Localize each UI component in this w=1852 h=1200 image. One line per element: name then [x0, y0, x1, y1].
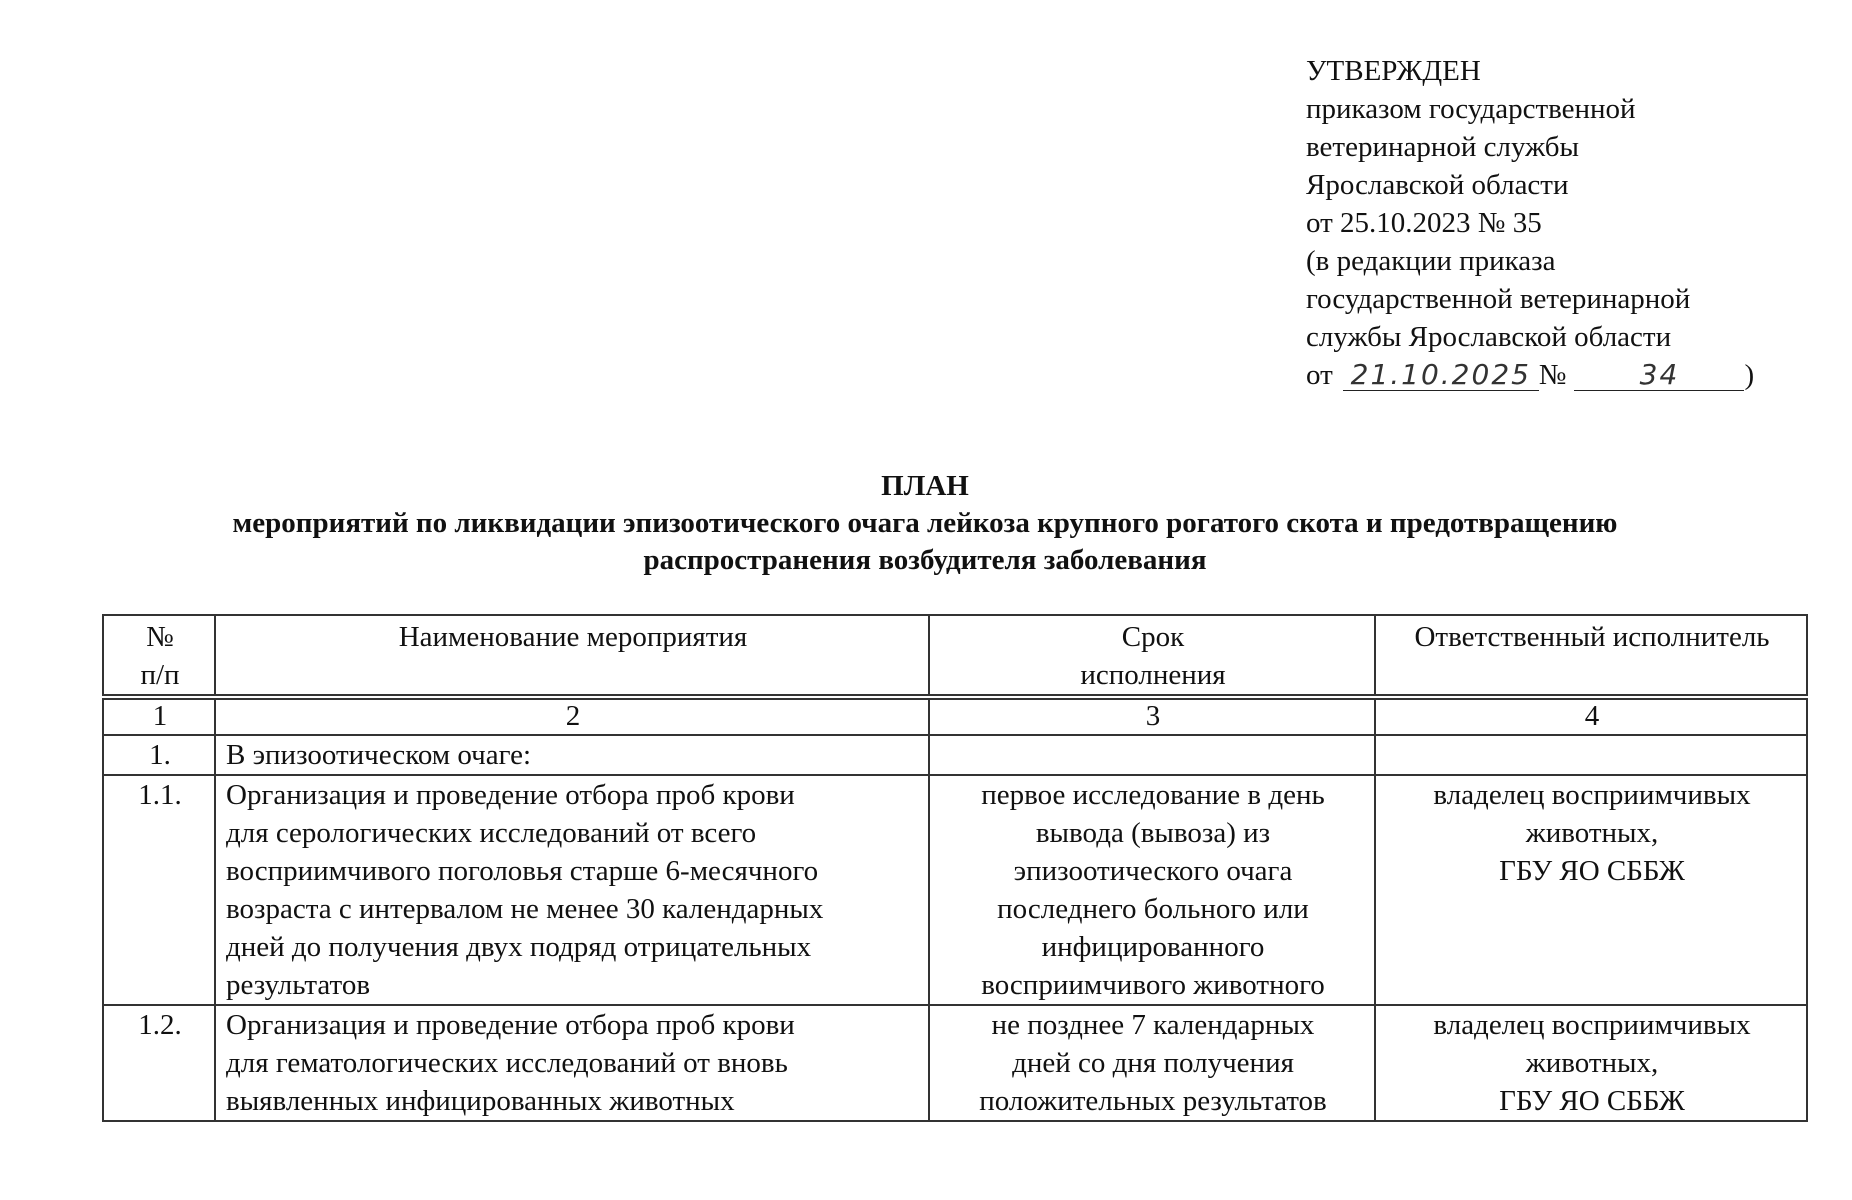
- header-cell-term: Срок исполнения: [929, 615, 1375, 697]
- number-sign: №: [1538, 359, 1567, 391]
- approval-block: [1306, 52, 1826, 394]
- approval-line: службы Ярославской области: [1306, 321, 1672, 353]
- approval-line: ветеринарной службы: [1306, 131, 1579, 163]
- row-name: В эпизоотическом очаге:: [215, 735, 929, 775]
- column-number: 3: [929, 697, 1375, 735]
- row-number: 1.2.: [103, 1005, 215, 1121]
- approval-line: государственной ветеринарной: [1306, 283, 1691, 315]
- row-responsible: [1375, 735, 1807, 775]
- title-line: мероприятий по ликвидации эпизоотического очага лейкоза крупного рогатого скота и предотвращению: [232, 507, 1618, 539]
- column-number: 2: [215, 697, 929, 735]
- header-cell-responsible: Ответственный исполнитель: [1375, 615, 1807, 697]
- row-number: 1.: [103, 735, 215, 775]
- row-term: [929, 735, 1375, 775]
- title-line: распространения возбудителя заболевания: [643, 544, 1207, 576]
- approval-line: (в редакции приказа: [1306, 245, 1556, 277]
- row-term: первое исследование в день вывода (вывоза) из эпизоотического очага последнего больного или инфицированного восприимчивого животного: [929, 775, 1375, 1005]
- title-heading: ПЛАН: [881, 470, 969, 502]
- document-title: [100, 468, 1750, 579]
- row-term: не позднее 7 календарных дней со дня получения положительных результатов: [929, 1005, 1375, 1121]
- plan-table: [102, 614, 1808, 1122]
- handwritten-number: 34: [1574, 360, 1744, 391]
- row-name: Организация и проведение отбора проб крови для гематологических исследований от вновь выявленных инфицированных животных: [215, 1005, 929, 1121]
- approval-amendment-line: [1306, 356, 1826, 394]
- row-responsible: владелец восприимчивых животных, ГБУ ЯО СББЖ: [1375, 1005, 1807, 1121]
- row-responsible: владелец восприимчивых животных, ГБУ ЯО СББЖ: [1375, 775, 1807, 1005]
- approval-line: приказом государственной: [1306, 93, 1636, 125]
- column-number: 4: [1375, 697, 1807, 735]
- table-row: [103, 775, 1807, 1005]
- table-column-numbers-row: [103, 697, 1807, 735]
- amendment-prefix: от: [1306, 359, 1333, 391]
- row-number: 1.1.: [103, 775, 215, 1005]
- approval-line: Ярославской области: [1306, 169, 1569, 201]
- table-header-row: [103, 615, 1807, 697]
- approval-line: УТВЕРЖДЕН: [1306, 55, 1481, 87]
- approval-line: от 25.10.2023 № 35: [1306, 207, 1542, 239]
- closing-bracket: ): [1744, 359, 1755, 391]
- table-row: [103, 735, 1807, 775]
- table-row: [103, 1005, 1807, 1121]
- row-name: Организация и проведение отбора проб крови для серологических исследований от всего восприимчивого поголовья старше 6-месячного возраста с интервалом не менее 30 календарных дней до получения двух подряд отрицательных результатов: [215, 775, 929, 1005]
- column-number: 1: [103, 697, 215, 735]
- header-cell-number: № п/п: [103, 615, 215, 697]
- header-cell-name: Наименование мероприятия: [215, 615, 929, 697]
- handwritten-date: 21.10.2025: [1343, 360, 1539, 391]
